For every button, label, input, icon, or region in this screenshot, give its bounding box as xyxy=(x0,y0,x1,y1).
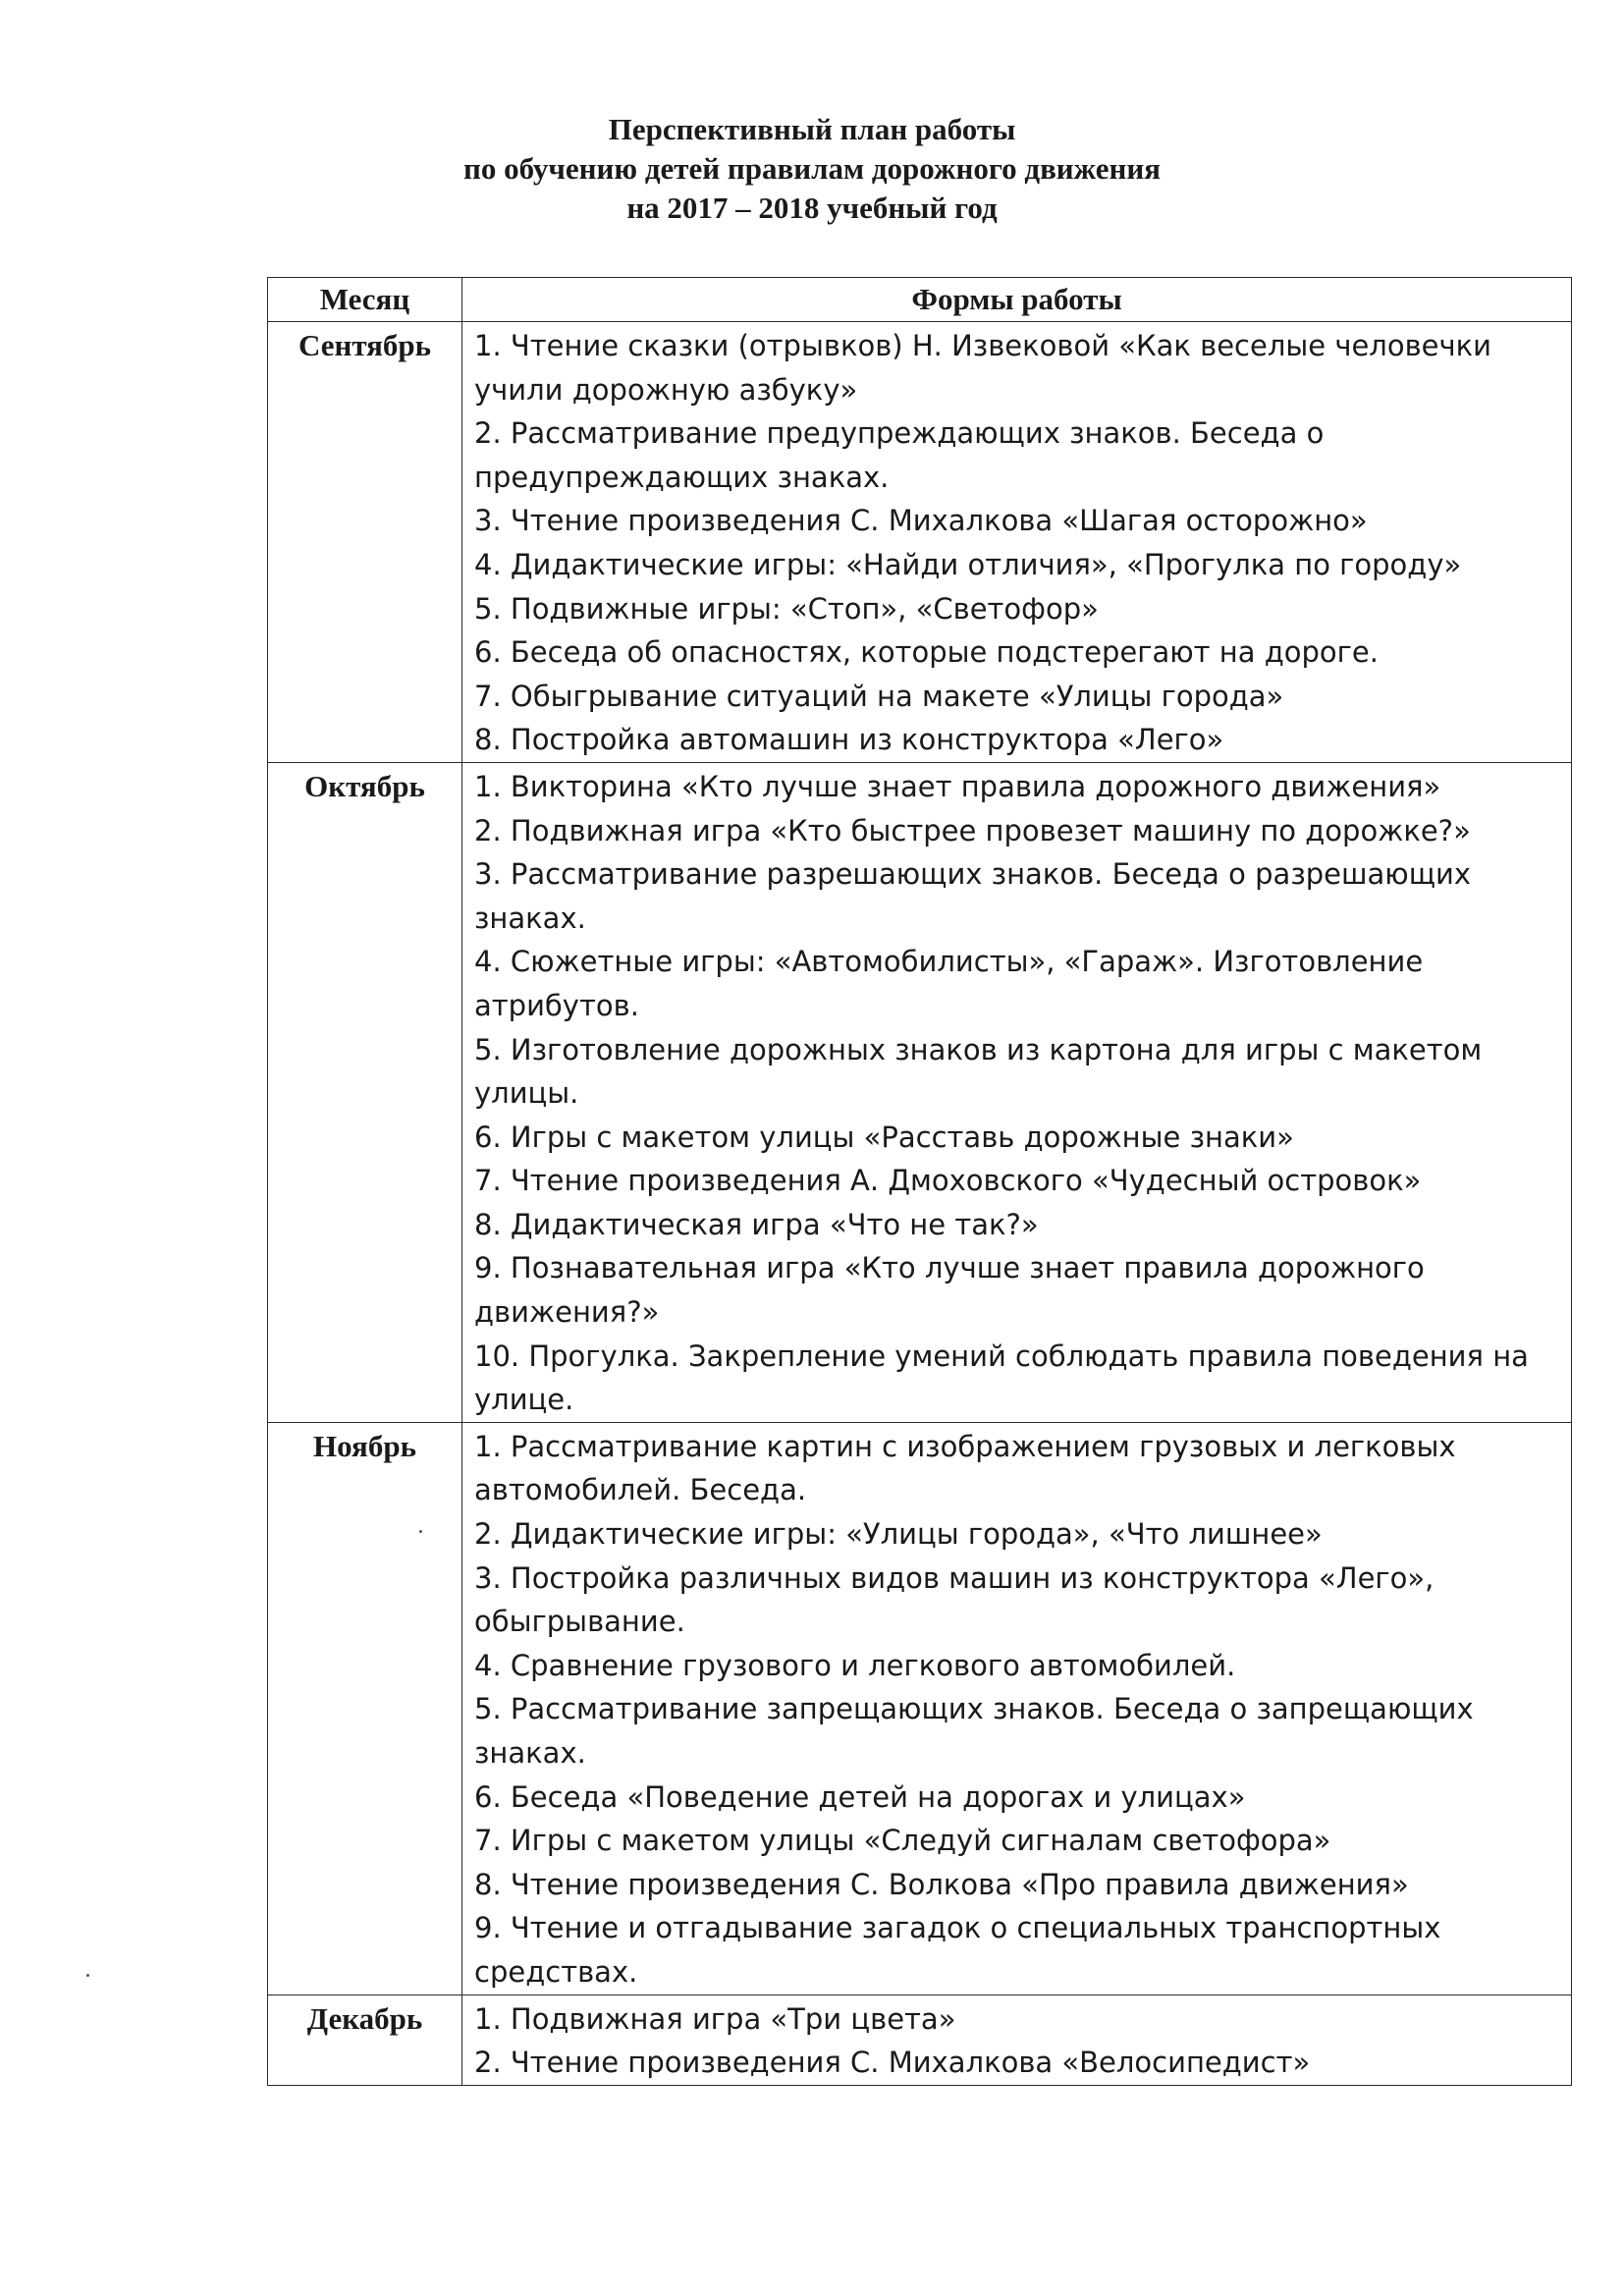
list-item: 5. Изготовление дорожных знаков из картона для игры с макетом улицы. xyxy=(474,1032,1483,1111)
month-cell: Ноябрь xyxy=(268,1422,462,1995)
list-item: 4. Сравнение грузового и легкового автомобилей. xyxy=(474,1648,1236,1682)
list-item: 6. Игры с макетом улицы «Расставь дорожные знаки» xyxy=(474,1120,1294,1154)
title-line: на 2017 – 2018 учебный год xyxy=(626,191,998,225)
list-item: 10. Прогулка. Закрепление умений соблюдать правила поведения на улице. xyxy=(474,1339,1529,1417)
header-forms: Формы работы xyxy=(462,278,1572,322)
list-item: 8. Постройка автомашин из конструктора «Лего» xyxy=(474,723,1224,757)
title-line: Перспективный план работы xyxy=(608,112,1016,146)
list-item: 5. Рассматривание запрещающих знаков. Беседа о запрещающих знаках. xyxy=(474,1692,1474,1770)
scan-speck xyxy=(419,1530,422,1533)
list-item: 7. Игры с макетом улицы «Следуй сигналам светофора» xyxy=(474,1824,1331,1858)
list-item: 4. Дидактические игры: «Найди отличия», «Прогулка по городу» xyxy=(474,547,1462,581)
month-cell: Октябрь xyxy=(268,762,462,1422)
list-item: 7. Чтение произведения А. Дмоховского «Чудесный островок» xyxy=(474,1164,1422,1198)
scan-speck xyxy=(86,1974,89,1977)
list-item: 5. Подвижные игры: «Стоп», «Светофор» xyxy=(474,591,1099,626)
list-item: 7. Обыгрывание ситуаций на макете «Улицы города» xyxy=(474,679,1284,713)
month-cell: Сентябрь xyxy=(268,322,462,763)
title-line: по обучению детей правилам дорожного движения xyxy=(463,151,1161,186)
list-item: 2. Дидактические игры: «Улицы города», «Что лишнее» xyxy=(474,1517,1323,1552)
forms-cell xyxy=(462,762,1572,1422)
list-item: 3. Постройка различных видов машин из конструктора «Лего», обыгрывание. xyxy=(474,1560,1435,1639)
list-item: 3. Чтение произведения С. Михалкова «Шагая осторожно» xyxy=(474,504,1368,538)
table-header-row xyxy=(268,278,1572,322)
document-title xyxy=(0,110,1624,228)
list-item: 4. Сюжетные игры: «Автомобилисты», «Гараж». Изготовление атрибутов. xyxy=(474,945,1424,1022)
list-item: 2. Чтение произведения С. Михалкова «Велосипедист» xyxy=(474,2046,1311,2080)
table-row xyxy=(268,322,1572,763)
table-row xyxy=(268,1422,1572,1995)
list-item: 1. Чтение сказки (отрывков) Н. Извековой «Как веселые человечки учили дорожную азбуку» xyxy=(474,329,1492,407)
forms-cell xyxy=(462,1422,1572,1995)
list-item: 6. Беседа «Поведение детей на дорогах и улицах» xyxy=(474,1779,1246,1814)
list-item: 1. Рассматривание картин с изображением грузовых и легковых автомобилей. Беседа. xyxy=(474,1429,1456,1507)
table-row xyxy=(268,1995,1572,2085)
month-cell: Декабрь xyxy=(268,1995,462,2085)
list-item: 6. Беседа об опасностях, которые подстерегают на дороге. xyxy=(474,635,1379,670)
table-row xyxy=(268,762,1572,1422)
list-item: 9. Чтение и отгадывание загадок о специальных транспортных средствах. xyxy=(474,1911,1441,1989)
plan-table xyxy=(267,277,1572,2086)
list-item: 8. Дидактическая игра «Что не так?» xyxy=(474,1207,1039,1241)
list-item: 3. Рассматривание разрешающих знаков. Беседа о разрешающих знаках. xyxy=(474,857,1472,935)
list-item: 1. Подвижная игра «Три цвета» xyxy=(474,2001,956,2036)
forms-cell xyxy=(462,322,1572,763)
list-item: 9. Познавательная игра «Кто лучше знает правила дорожного движения?» xyxy=(474,1251,1425,1330)
list-item: 8. Чтение произведения С. Волкова «Про правила движения» xyxy=(474,1867,1409,1901)
forms-cell xyxy=(462,1995,1572,2085)
list-item: 2. Рассматривание предупреждающих знаков. Беседа о предупреждающих знаках. xyxy=(474,416,1325,494)
list-item: 1. Викторина «Кто лучше знает правила дорожного движения» xyxy=(474,769,1441,803)
list-item: 2. Подвижная игра «Кто быстрее провезет машину по дорожке?» xyxy=(474,813,1471,847)
header-month: Месяц xyxy=(268,278,462,322)
